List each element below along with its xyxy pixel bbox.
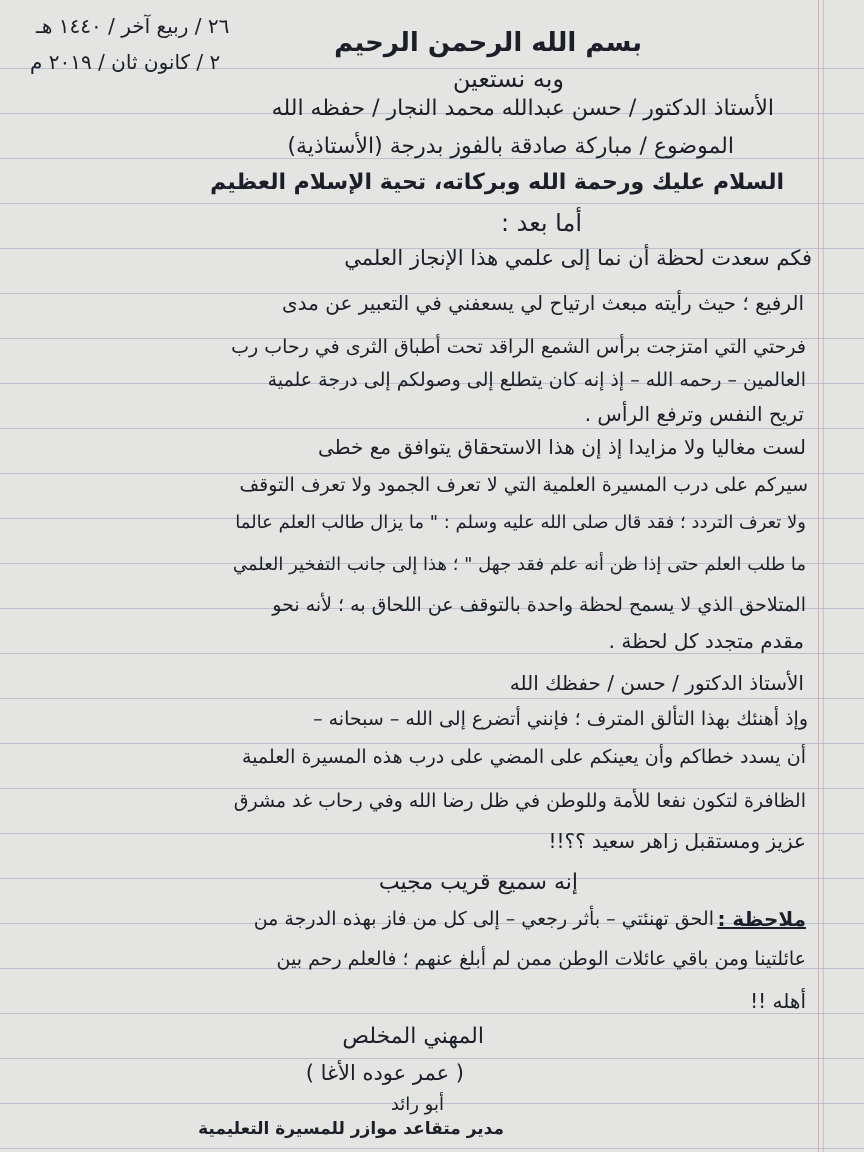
signature-kunya: أبو رائد [390, 1094, 444, 1115]
body-line: العالمين – رحمه الله – إذ إنه كان يتطلع إلى وصولكم إلى درجة علمية [267, 369, 806, 391]
note-line: عائلتينا ومن باقي عائلات الوطن ممن لم أبلغ عنهم ؛ فالعلم رحم بين [276, 948, 806, 970]
signature-name: ( عمر عوده الأغا ) [305, 1061, 464, 1085]
closing-line: عزيز ومستقبل زاهر سعيد ؟؟!! [548, 829, 806, 853]
note-label: ملاحظة : [717, 907, 806, 931]
body-line: فرحتي التي امتزجت برأس الشمع الراقد تحت أطباق الثرى في رحاب رب [231, 336, 806, 358]
signature-title: مدير متقاعد موازر للمسيرة التعليمية [198, 1119, 504, 1139]
invocation: وبه نستعين [452, 65, 564, 93]
address-again: الأستاذ الدكتور / حسن / حفظك الله [509, 671, 804, 695]
body-line: تريح النفس وترفع الرأس . [584, 402, 804, 426]
body-line: لست مغاليا ولا مزايدا إذ إن هذا الاستحقاق يتوافق مع خطى [317, 435, 806, 459]
note-line: الحق تهنئتي – بأثر رجعي – إلى كل من فاز بهذه الدرجة من [253, 908, 714, 930]
page-margin-line-secondary [823, 0, 824, 1152]
date-gregorian: ٢ / كانون ثان / ٢٠١٩ م [30, 50, 221, 74]
body-line: الرفيع ؛ حيث رأيته مبعث ارتياح لي يسعفني في التعبير عن مدى [282, 291, 804, 315]
closing-line: وإذ أهنئك بهذا التألق المترف ؛ فإنني أتضرع إلى الله – سبحانه – [313, 708, 808, 730]
subject-line: الموضوع / مباركة صادقة بالفوز بدرجة (الأستاذية) [287, 134, 734, 159]
body-line: سيركم على درب المسيرة العلمية التي لا تعرف الجمود ولا تعرف التوقف [239, 474, 808, 496]
closing-line: أن يسدد خطاكم وأن يعينكم على المضي على درب هذه المسيرة العلمية [242, 746, 806, 768]
greeting-line: السلام عليك ورحمة الله وبركاته، تحية الإسلام العظيم [210, 170, 784, 195]
body-line: فكم سعدت لحظة أن نما إلى علمي هذا الإنجاز العلمي [344, 246, 812, 270]
opening-phrase: أما بعد : [500, 209, 582, 237]
note-line: أهله !! [750, 989, 806, 1013]
body-line: ولا تعرف التردد ؛ فقد قال صلى الله عليه وسلم : " ما يزال طالب العلم عالما [235, 512, 806, 533]
date-hijri: ٢٦ / ربيع آخر / ١٤٤٠ هـ [36, 14, 230, 38]
body-line: المتلاحق الذي لا يسمح لحظة واحدة بالتوقف عن اللحاق به ؛ لأنه نحو [272, 594, 806, 616]
body-line: ما طلب العلم حتى إذا ظن أنه علم فقد جهل " ؛ هذا إلى جانب التفخير العلمي [232, 554, 806, 575]
signature-closing: المهني المخلص [342, 1024, 484, 1049]
body-line: مقدم متجدد كل لحظة . [608, 629, 804, 653]
prayer-line: إنه سميع قريب مجيب [378, 870, 578, 895]
closing-line: الظافرة لتكون نفعا للأمة وللوطن في ظل رضا الله وفي رحاب غد مشرق [233, 790, 806, 812]
basmala: بسم الله الرحمن الرحيم [334, 28, 642, 58]
recipient-line: الأستاذ الدكتور / حسن عبدالله محمد النجار / حفظه الله [271, 96, 774, 121]
page-margin-line [818, 0, 819, 1152]
